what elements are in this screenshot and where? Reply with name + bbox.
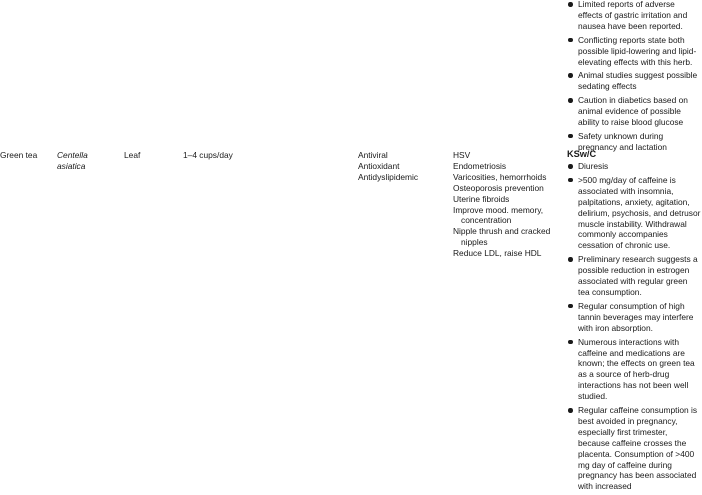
list-item: HSV: [453, 150, 471, 160]
list-item: Regular caffeine consumption is best avoided in pregnancy, especially first trimester, because caffeine crosses the placenta. Consumption of >400 mg day of caffeine during pregnancy has been associated with increased: [567, 405, 701, 492]
list-item: Antidyslipidemic: [358, 171, 419, 182]
safety-code: KSw/C: [567, 149, 597, 159]
list-item: Nipple thrush and cracked nipples: [453, 226, 551, 248]
prior-notes-list: [567, 0, 701, 156]
list-item: Antioxidant: [358, 160, 400, 171]
dosage: 1–4 cups/day: [183, 150, 233, 160]
list-item: Antiviral: [358, 150, 388, 160]
list-item: Reduce LDL, raise HDL: [453, 248, 542, 259]
list-item: Endometriosis: [453, 160, 507, 171]
part-used: Leaf: [124, 150, 141, 160]
list-item: Safety unknown during pregnancy and lactation: [567, 131, 701, 153]
list-item: Caution in diabetics based on animal evidence of possible ability to raise blood glucose: [567, 95, 701, 128]
list-item: Conflicting reports state both possible lipid-lowering and lipid-elevating effects with this herb.: [567, 35, 701, 68]
safety-notes-list: [567, 161, 701, 495]
common-name: Green tea: [0, 150, 38, 160]
list-item: Preliminary research suggests a possible reduction in estrogen associated with regular green tea consumption.: [567, 254, 701, 298]
botanical-name: Centella asiatica: [57, 150, 88, 171]
list-item: Varicosities, hemorrhoids: [453, 171, 547, 182]
list-item: Limited reports of adverse effects of gastric irritation and nausea have been reported.: [567, 0, 701, 32]
actions-list: [358, 150, 448, 183]
list-item: Regular consumption of high tannin beverages may interfere with iron absorption.: [567, 301, 701, 334]
list-item: Improve mood. memory, concentration: [453, 204, 544, 226]
list-item: Animal studies suggest possible sedating effects: [567, 70, 701, 92]
list-item: Numerous interactions with caffeine and medications are known; the effects on green tea as a source of herb-drug interactions has not been well studied.: [567, 337, 701, 402]
uses-list: [453, 150, 553, 259]
list-item: Osteoporosis prevention: [453, 182, 544, 193]
list-item: Diuresis: [567, 161, 701, 172]
list-item: Uterine fibroids: [453, 193, 510, 204]
list-item: >500 mg/day of caffeine is associated with insomnia, palpitations, anxiety, agitation, delirium, psychosis, and detrusor muscle instability. Withdrawal commonly accompanies cessation of chronic use.: [567, 175, 701, 251]
